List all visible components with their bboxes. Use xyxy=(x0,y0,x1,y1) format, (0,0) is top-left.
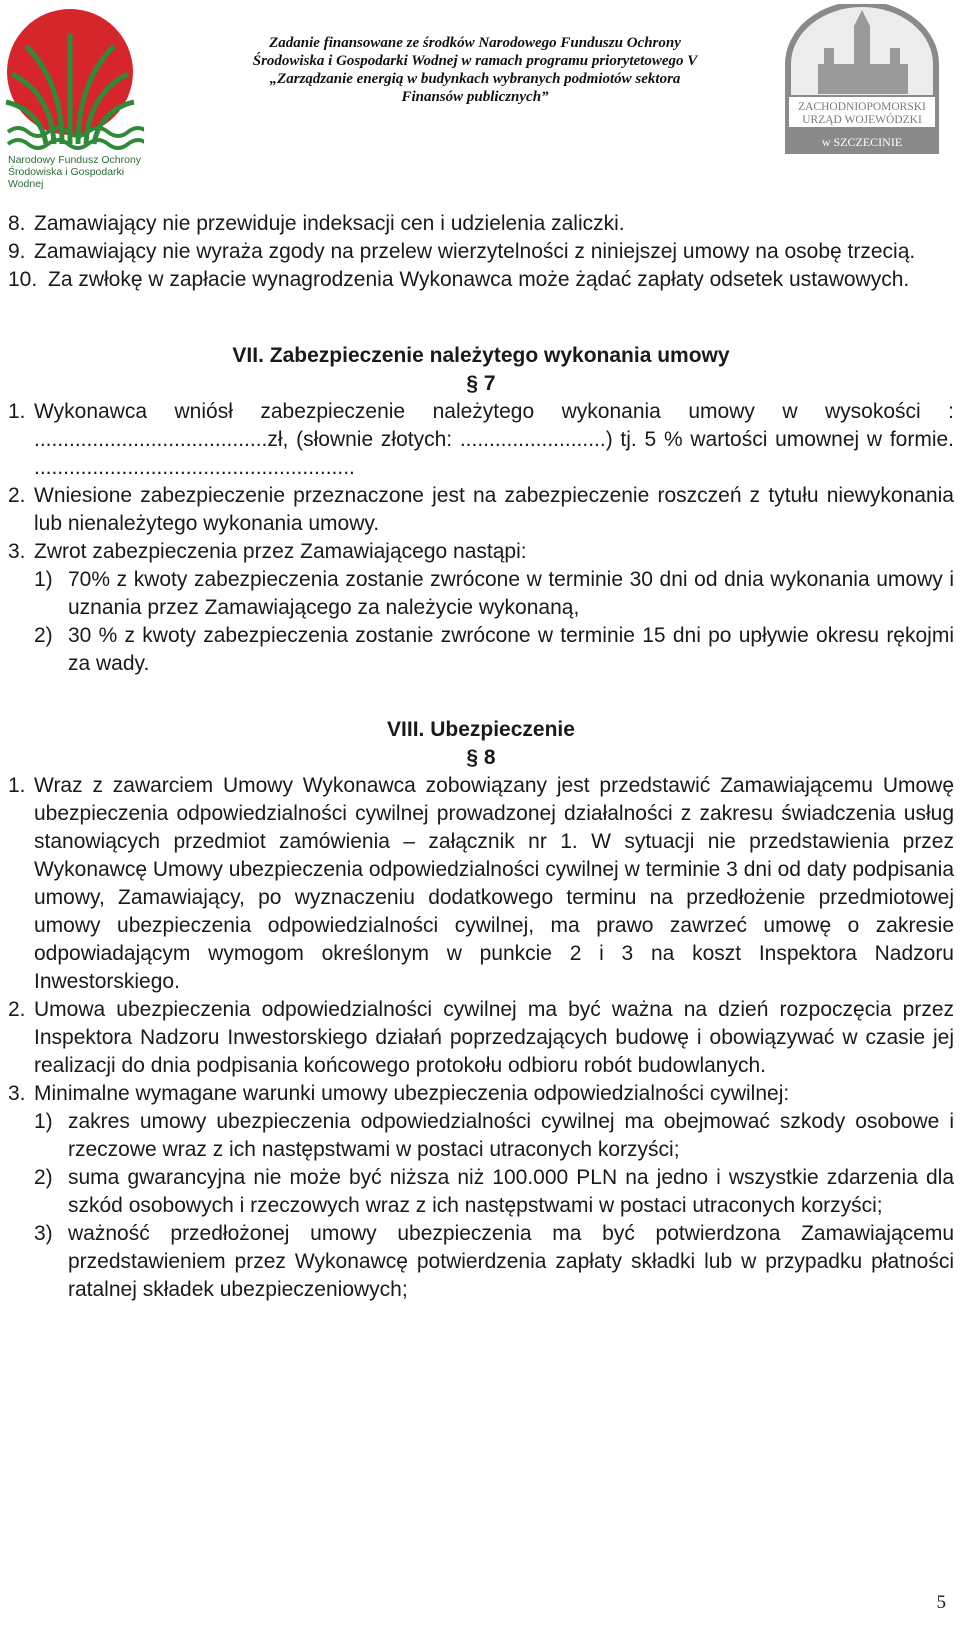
list-item xyxy=(8,772,954,996)
sub-item xyxy=(34,1108,954,1164)
urzad-line-1: ZACHODNIOPOMORSKI xyxy=(798,101,926,113)
item-text: Wraz z zawarciem Umowy Wykonawca zobowiązany jest przedstawić Zamawiającemu Umowę ubezpieczenia odpowiedzialności cywilnej prowadzonej działalności z zakresu świadczenia usług stanowiących przedmiot zamówienia – załącznik nr 1. W sytuacji nie przedstawienia przez Wykonawcę Umowy ubezpieczenia odpowiedzialności cywilnej w terminie 3 dni od daty podpisania umowy, Zamawiający, po wyznaczeniu dodatkowego terminu na przedłożenie przedmiotowej umowy ubezpieczenia odpowiedzialności cywilnej, ma prawo zawrzeć umowę o zakresie odpowiadającym wymogom określonym w punkcie 2 i 3 na koszt Inspektora Nadzoru Inwestorskiego. xyxy=(34,774,954,993)
item-number: 8. xyxy=(8,212,26,235)
sub-item-text: zakres umowy ubezpieczenia odpowiedzialności cywilnej ma obejmować szkody osobowe i rzeczowe wraz z ich następstwami w postaci utraconych korzyści; xyxy=(68,1110,954,1161)
list-item xyxy=(8,398,954,482)
urzad-emblem-icon xyxy=(778,4,946,154)
contract-body xyxy=(8,210,954,1304)
item-text: Wniesione zabezpieczenie przeznaczone jest na zabezpieczenie roszczeń z tytułu niewykonania lub nienależytego wykonania umowy. xyxy=(34,484,954,535)
nfosigw-caption-line1: Narodowy Fundusz Ochrony xyxy=(8,154,142,166)
item-text: Zamawiający nie wyraża zgody na przelew wierzytelności z niniejszej umowy na osobę trzecią. xyxy=(34,240,916,263)
sub-item-number: 3) xyxy=(34,1222,53,1245)
sub-item xyxy=(34,622,954,678)
list-item xyxy=(8,996,954,1080)
item-text: Za zwłokę w zapłacie wynagrodzenia Wykonawca może żądać zapłaty odsetek ustawowych. xyxy=(48,268,910,291)
item-text: Zwrot zabezpieczenia przez Zamawiającego nastąpi: xyxy=(34,540,527,563)
item-number: 10. xyxy=(8,268,38,291)
section-7-paragraph-mark: § 7 xyxy=(466,372,496,395)
nfosigw-caption-line2: Środowiska i Gospodarki Wodnej xyxy=(8,166,125,190)
nfosigw-logo xyxy=(4,4,144,190)
item-number: 2. xyxy=(8,998,26,1021)
section-7-title: VII. Zabezpieczenie należytego wykonania umowy xyxy=(232,344,730,367)
list-item xyxy=(8,482,954,538)
nfosigw-emblem-icon xyxy=(4,4,144,154)
item-number: 2. xyxy=(8,484,26,507)
urzad-wojewodzki-logo xyxy=(778,4,946,154)
funding-line-4: Finansów publicznych” xyxy=(401,89,549,105)
sub-item-number: 2) xyxy=(34,624,53,647)
item-text: Umowa ubezpieczenia odpowiedzialności cywilnej ma być ważna na dzień rozpoczęcia przez Inspektora Nadzoru Inwestorskiego działań poprzedzających budowę i obowiązywać w czasie jej realizacji do dnia podpisania końcowego protokołu odbioru robót budowlanych. xyxy=(34,998,954,1077)
urzad-line-3: w SZCZECINIE xyxy=(821,135,903,149)
list-item xyxy=(8,238,954,266)
sub-item-text: ważność przedłożonej umowy ubezpieczenia ma być potwierdzona Zamawiającemu przedstawieniem przez Wykonawcę potwierdzenia zapłaty składki lub w przypadku płatności ratalnej składek ubezpieczeniowych; xyxy=(68,1222,954,1301)
list-item xyxy=(8,538,954,566)
item-number: 3. xyxy=(8,1082,26,1105)
item-text: Zamawiający nie przewiduje indeksacji cen i udzielenia zaliczki. xyxy=(34,212,625,235)
item-text: Minimalne wymagane warunki umowy ubezpieczenia odpowiedzialności cywilnej: xyxy=(34,1082,790,1105)
sub-item xyxy=(34,1220,954,1304)
list-item xyxy=(8,210,954,238)
item-number: 9. xyxy=(8,240,26,263)
item-number: 1. xyxy=(8,774,26,797)
funding-line-1: Zadanie finansowane ze środków Narodowego Funduszu Ochrony xyxy=(269,35,681,51)
funding-line-2: Środowiska i Gospodarki Wodnej w ramach programu priorytetowego V xyxy=(252,53,698,69)
sub-item-text: 70% z kwoty zabezpieczenia zostanie zwrócone w terminie 30 dni od dnia wykonania umowy i uznania przez Zamawiającego za należycie wykonaną, xyxy=(68,568,954,619)
sub-item-number: 1) xyxy=(34,1110,53,1133)
sub-item-text: suma gwarancyjna nie może być niższa niż 100.000 PLN na jedno i wszystkie zdarzenia dla szkód osobowych i rzeczowych wraz z ich następstwami w postaci utraconych korzyści; xyxy=(68,1166,954,1217)
sub-item xyxy=(34,1164,954,1220)
item-number: 1. xyxy=(8,400,26,423)
sub-item xyxy=(34,566,954,622)
item-text: Wykonawca wniósł zabezpieczenie należytego wykonania umowy w wysokości : ........................................zł, (słownie złotych: .........................) tj. 5 % wartości umownej w formie. ....................................................... xyxy=(34,400,954,479)
item-number: 3. xyxy=(8,540,26,563)
sub-item-number: 2) xyxy=(34,1166,53,1189)
section-8-title: VIII. Ubezpieczenie xyxy=(387,718,575,741)
section-8-paragraph-mark: § 8 xyxy=(466,746,496,769)
funding-statement xyxy=(190,34,760,106)
page-number: 5 xyxy=(936,1592,946,1613)
funding-line-3: „Zarządzanie energią w budynkach wybranych podmiotów sektora xyxy=(269,71,681,87)
urzad-line-2: URZĄD WOJEWÓDZKI xyxy=(802,114,922,126)
list-item xyxy=(8,266,954,294)
sub-item-text: 30 % z kwoty zabezpieczenia zostanie zwrócone w terminie 15 dni po upływie okresu rękojmi za wady. xyxy=(68,624,954,675)
sub-item-number: 1) xyxy=(34,568,53,591)
list-item xyxy=(8,1080,954,1108)
